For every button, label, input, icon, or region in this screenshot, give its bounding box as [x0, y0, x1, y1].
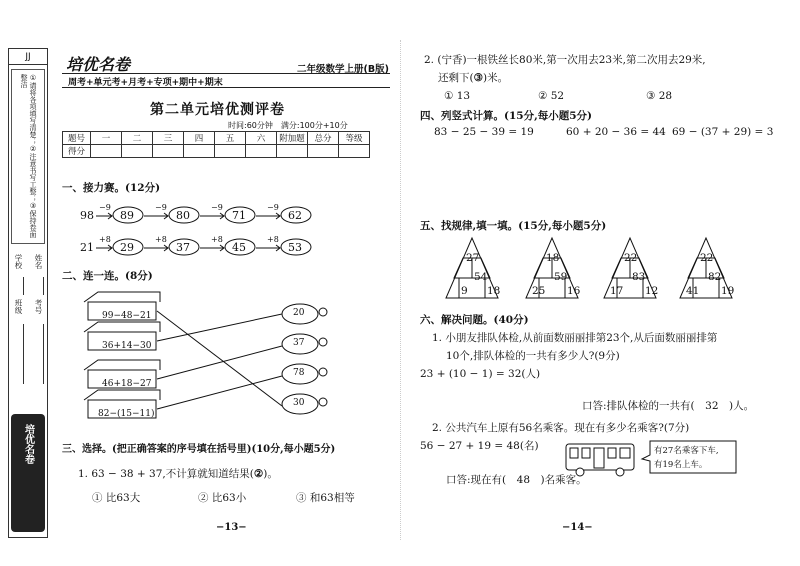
- triangle-left: 9: [461, 285, 468, 297]
- score-cell[interactable]: [339, 145, 370, 158]
- section-5-title: 五、找规律,填一填。(15分,每小题5分): [420, 220, 607, 232]
- word-problem-1-work: 23 + (10 − 1) = 32(人): [420, 368, 541, 380]
- score-cell[interactable]: [246, 145, 277, 158]
- triangle-top: 22: [624, 252, 638, 264]
- relay-answer: 89: [120, 209, 134, 222]
- relay-op: −9: [99, 203, 111, 212]
- triangle-left: 25: [532, 285, 546, 297]
- relay-op: −9: [267, 203, 279, 212]
- turtle-number: 37: [293, 338, 305, 348]
- house-expression: 36+14−30: [102, 341, 152, 351]
- score-cell[interactable]: [277, 145, 308, 158]
- choice-option[interactable]: ② 比63小: [198, 492, 247, 504]
- score-cell: 三: [153, 132, 184, 145]
- word-problem-2-line1: 2. 公共汽车上原有56名乘客。现在有多少名乘客?(7分): [432, 422, 690, 434]
- house-expression: 46+18−27: [102, 379, 152, 389]
- score-cell[interactable]: [308, 145, 339, 158]
- relay-op: −9: [155, 203, 167, 212]
- relay-op: −9: [211, 203, 223, 212]
- section-4-title: 四、列竖式计算。(15分,每小题5分): [420, 110, 593, 122]
- score-cell: 二: [122, 132, 153, 145]
- bubble-text-line2: 有19名上车。: [654, 460, 708, 470]
- score-cell[interactable]: [153, 145, 184, 158]
- score-cell: 题号: [63, 132, 91, 145]
- choice-question-1: 1. 63 − 38 + 37,不计算就知道结果(②)。: [78, 468, 278, 480]
- score-table-score-row: [63, 145, 370, 158]
- strip-field-class: 班级: [14, 299, 23, 314]
- calc-problem: 83 − 25 − 39 = 19: [434, 126, 534, 138]
- header-rule: [62, 87, 390, 88]
- choice-option[interactable]: ② 52: [538, 90, 565, 102]
- series-label: 周考+单元考+月考+专项+期中+期末: [68, 78, 223, 88]
- triangle-left: 17: [610, 285, 624, 297]
- score-cell: 等级: [339, 132, 370, 145]
- triangle-right: 16: [567, 285, 581, 297]
- relay-op: +8: [99, 235, 111, 244]
- score-table-header-row: [63, 132, 370, 145]
- section-3-title: 三、选择。(把正确答案的序号填在括号里)(10分,每小题5分): [62, 444, 336, 455]
- score-cell: 一: [91, 132, 122, 145]
- word-problem-2-work: 56 − 27 + 19 = 48(名): [420, 440, 539, 452]
- score-cell: 四: [184, 132, 215, 145]
- relay-answer: 71: [232, 209, 246, 222]
- score-cell: 五: [215, 132, 246, 145]
- strip-notes-box: [11, 69, 45, 244]
- score-cell[interactable]: [215, 145, 246, 158]
- score-cell: 得分: [63, 145, 91, 158]
- triangle-top: 22: [700, 252, 714, 264]
- triangle-top: 27: [466, 252, 480, 264]
- house-expression: 99−48−21: [102, 311, 152, 321]
- word-problem-1-answer: 口答:排队体检的一共有( 32 )人。: [582, 400, 755, 412]
- page-number-right: −14−: [562, 522, 593, 533]
- relay-op: +8: [155, 235, 167, 244]
- section-2-title: 二、连一连。(8分): [62, 270, 153, 282]
- word-problem-2-answer: 口答:现在有( 48 )名乘客。: [446, 474, 587, 486]
- choice-question-2-line2: 还剩下(③)米。: [438, 72, 509, 84]
- score-table: [62, 131, 370, 158]
- relay-a-start: 98: [80, 209, 94, 222]
- choice-answer[interactable]: ③: [473, 72, 484, 84]
- exam-title: 第二单元培优测评卷: [150, 102, 285, 118]
- triangle-left: 41: [686, 285, 700, 297]
- strip-line: [43, 277, 44, 295]
- relay-op: +8: [267, 235, 279, 244]
- relay-answer: 80: [176, 209, 190, 222]
- score-cell: 六: [246, 132, 277, 145]
- triangle-right: 12: [645, 285, 659, 297]
- triangle-top: 18: [546, 252, 560, 264]
- score-cell[interactable]: [122, 145, 153, 158]
- relay-answer: 37: [176, 241, 190, 254]
- triangle-middle: 83: [632, 271, 646, 283]
- triangle-middle: 59: [554, 271, 568, 283]
- calc-problem: 60 + 20 − 36 = 44: [566, 126, 666, 138]
- choice-answer[interactable]: ②: [253, 468, 264, 480]
- brand-logo: 培优名卷: [66, 55, 131, 74]
- score-cell: 总分: [308, 132, 339, 145]
- strip-corner-label: JJ: [9, 49, 47, 65]
- section-6-title: 六、解决问题。(40分): [420, 314, 529, 326]
- section-1-title: 一、接力赛。(12分): [62, 182, 161, 194]
- house-expression: 82−(15−11): [98, 409, 155, 419]
- calc-problem: 69 − (37 + 29) = 3: [672, 126, 774, 138]
- word-problem-1-line1: 1. 小朋友排队体检,从前面数丽丽排第23个,从后面数丽丽排第: [432, 332, 718, 344]
- triangle-right: 19: [721, 285, 735, 297]
- exam-meta: 时间:60分钟 满分:100分+10分: [228, 121, 348, 130]
- choice-option[interactable]: ③ 28: [646, 90, 673, 102]
- page-number-left: −13−: [216, 522, 247, 533]
- strip-line: [23, 324, 24, 384]
- turtle-number: 30: [293, 398, 305, 408]
- choice-option[interactable]: ① 比63大: [92, 492, 141, 504]
- strip-field-name: 姓名: [34, 254, 43, 269]
- score-cell[interactable]: [91, 145, 122, 158]
- word-problem-1-line2: 10个,排队体检的一共有多少人?(9分): [446, 350, 620, 362]
- choice-option[interactable]: ① 13: [444, 90, 471, 102]
- turtle-number: 78: [293, 368, 305, 378]
- score-cell: 附加题: [277, 132, 308, 145]
- triangle-middle: 54: [474, 271, 488, 283]
- bubble-text-line1: 有27名乘客下车,: [654, 446, 719, 456]
- strip-logo: 培优名卷: [11, 414, 45, 532]
- grade-label: 二年级数学上册(B版): [297, 64, 389, 75]
- triangle-middle: 82: [708, 271, 722, 283]
- relay-b-start: 21: [80, 241, 94, 254]
- choice-option[interactable]: ③ 和63相等: [296, 492, 355, 504]
- choice-question-2-line1: 2. (宁香)一根铁丝长80米,第一次用去23米,第二次用去29米,: [424, 54, 706, 66]
- strip-notes-text: ①请将各项填写清楚；②注意书写工整；③保持卷面整洁: [20, 74, 37, 238]
- relay-answer: 45: [232, 241, 246, 254]
- strip-field-id: 考号: [34, 299, 43, 314]
- score-cell[interactable]: [184, 145, 215, 158]
- strip-line: [23, 277, 24, 295]
- relay-answer: 53: [288, 241, 302, 254]
- relay-op: +8: [211, 235, 223, 244]
- page-fold: [400, 40, 401, 540]
- header-rule: [62, 73, 390, 74]
- strip-field-school: 学校: [14, 254, 23, 269]
- relay-answer: 62: [288, 209, 302, 222]
- binding-strip: [8, 48, 48, 538]
- relay-answer: 29: [120, 241, 134, 254]
- triangle-right: 18: [487, 285, 501, 297]
- strip-line: [43, 324, 44, 384]
- turtle-number: 20: [293, 308, 305, 318]
